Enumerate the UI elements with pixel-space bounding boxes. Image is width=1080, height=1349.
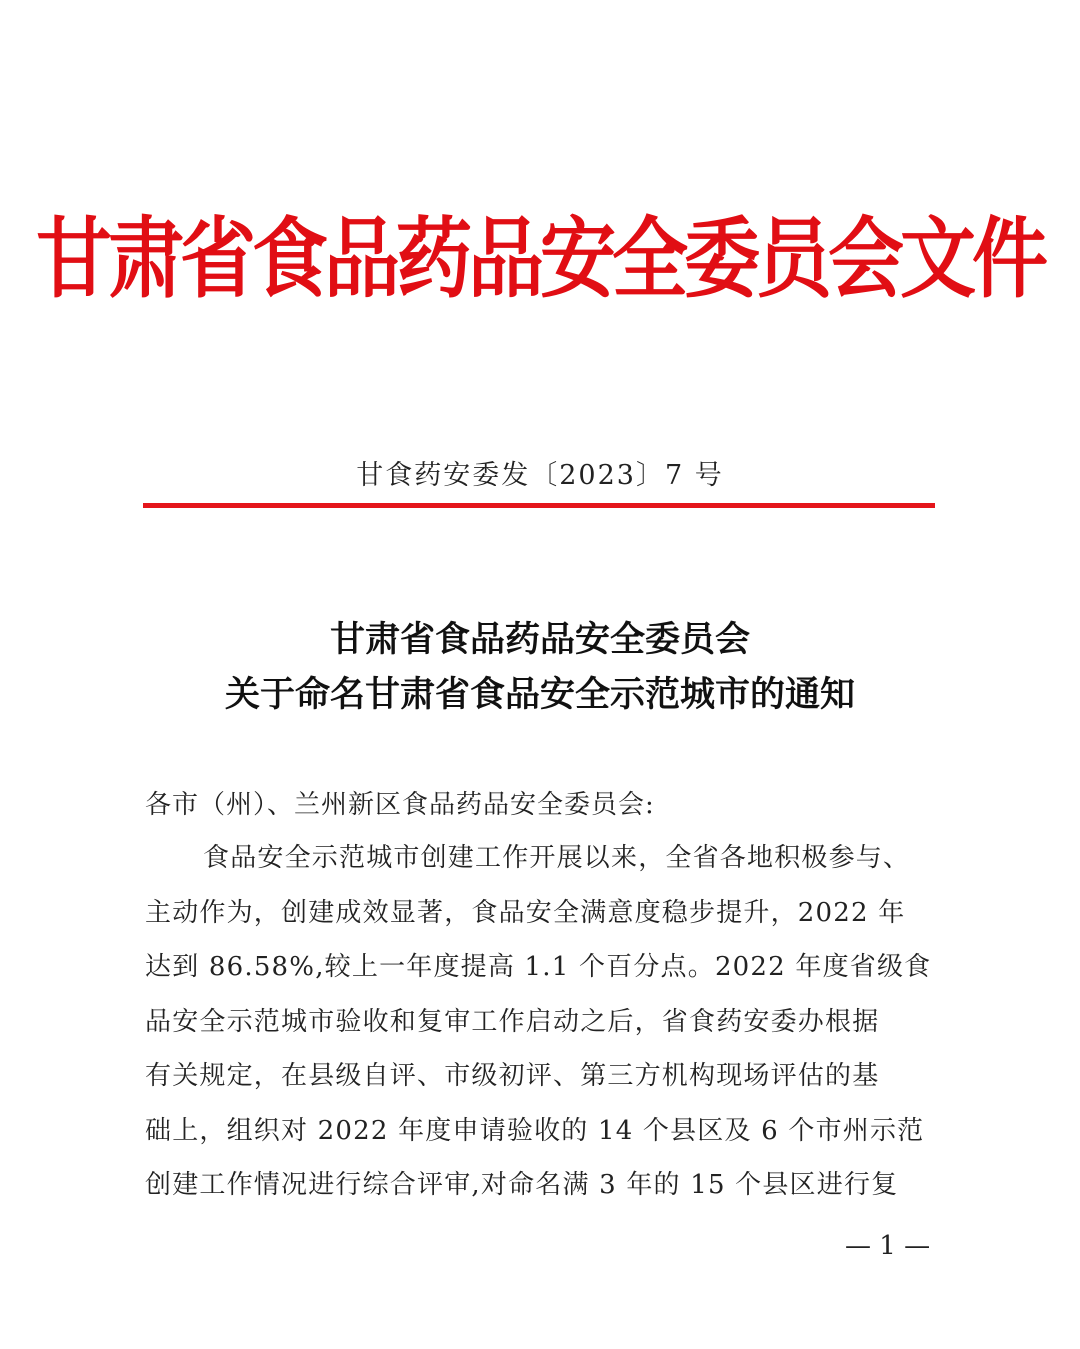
- red-divider-rule: [143, 503, 935, 508]
- body-line: 品安全示范城市验收和复审工作启动之后，省食药安委办根据: [145, 1006, 880, 1037]
- salutation: 各市（州）、兰州新区食品药品安全委员会:: [145, 790, 655, 820]
- notice-title: [0, 612, 1080, 722]
- notice-title-line-1: 甘肃省食品药品安全委员会: [329, 619, 750, 660]
- document-number: 甘食药安委发〔2023〕7 号: [356, 460, 724, 491]
- body-line: 食品安全示范城市创建工作开展以来，全省各地积极参与、: [203, 843, 911, 873]
- page-number: — 1 —: [845, 1231, 931, 1261]
- body-line: 创建工作情况进行综合评审,对命名满 3 年的 15 个县区进行复: [145, 1170, 899, 1200]
- body-text: [145, 838, 945, 1220]
- body-line: 主动作为，创建成效显著，食品安全满意度稳步提升，2022 年: [145, 897, 906, 928]
- document-header-title: 甘肃省食品药品安全委员会文件: [36, 207, 1044, 310]
- notice-title-line-2: 关于命名甘肃省食品安全示范城市的通知: [224, 674, 855, 715]
- body-line: 础上，组织对 2022 年度申请验收的 14 个县区及 6 个市州示范: [145, 1115, 925, 1146]
- body-line: 有关规定，在县级自评、市级初评、第三方机构现场评估的基: [145, 1061, 880, 1091]
- body-line: 达到 86.58%,较上一年度提高 1.1 个百分点。2022 年度省级食: [145, 952, 932, 982]
